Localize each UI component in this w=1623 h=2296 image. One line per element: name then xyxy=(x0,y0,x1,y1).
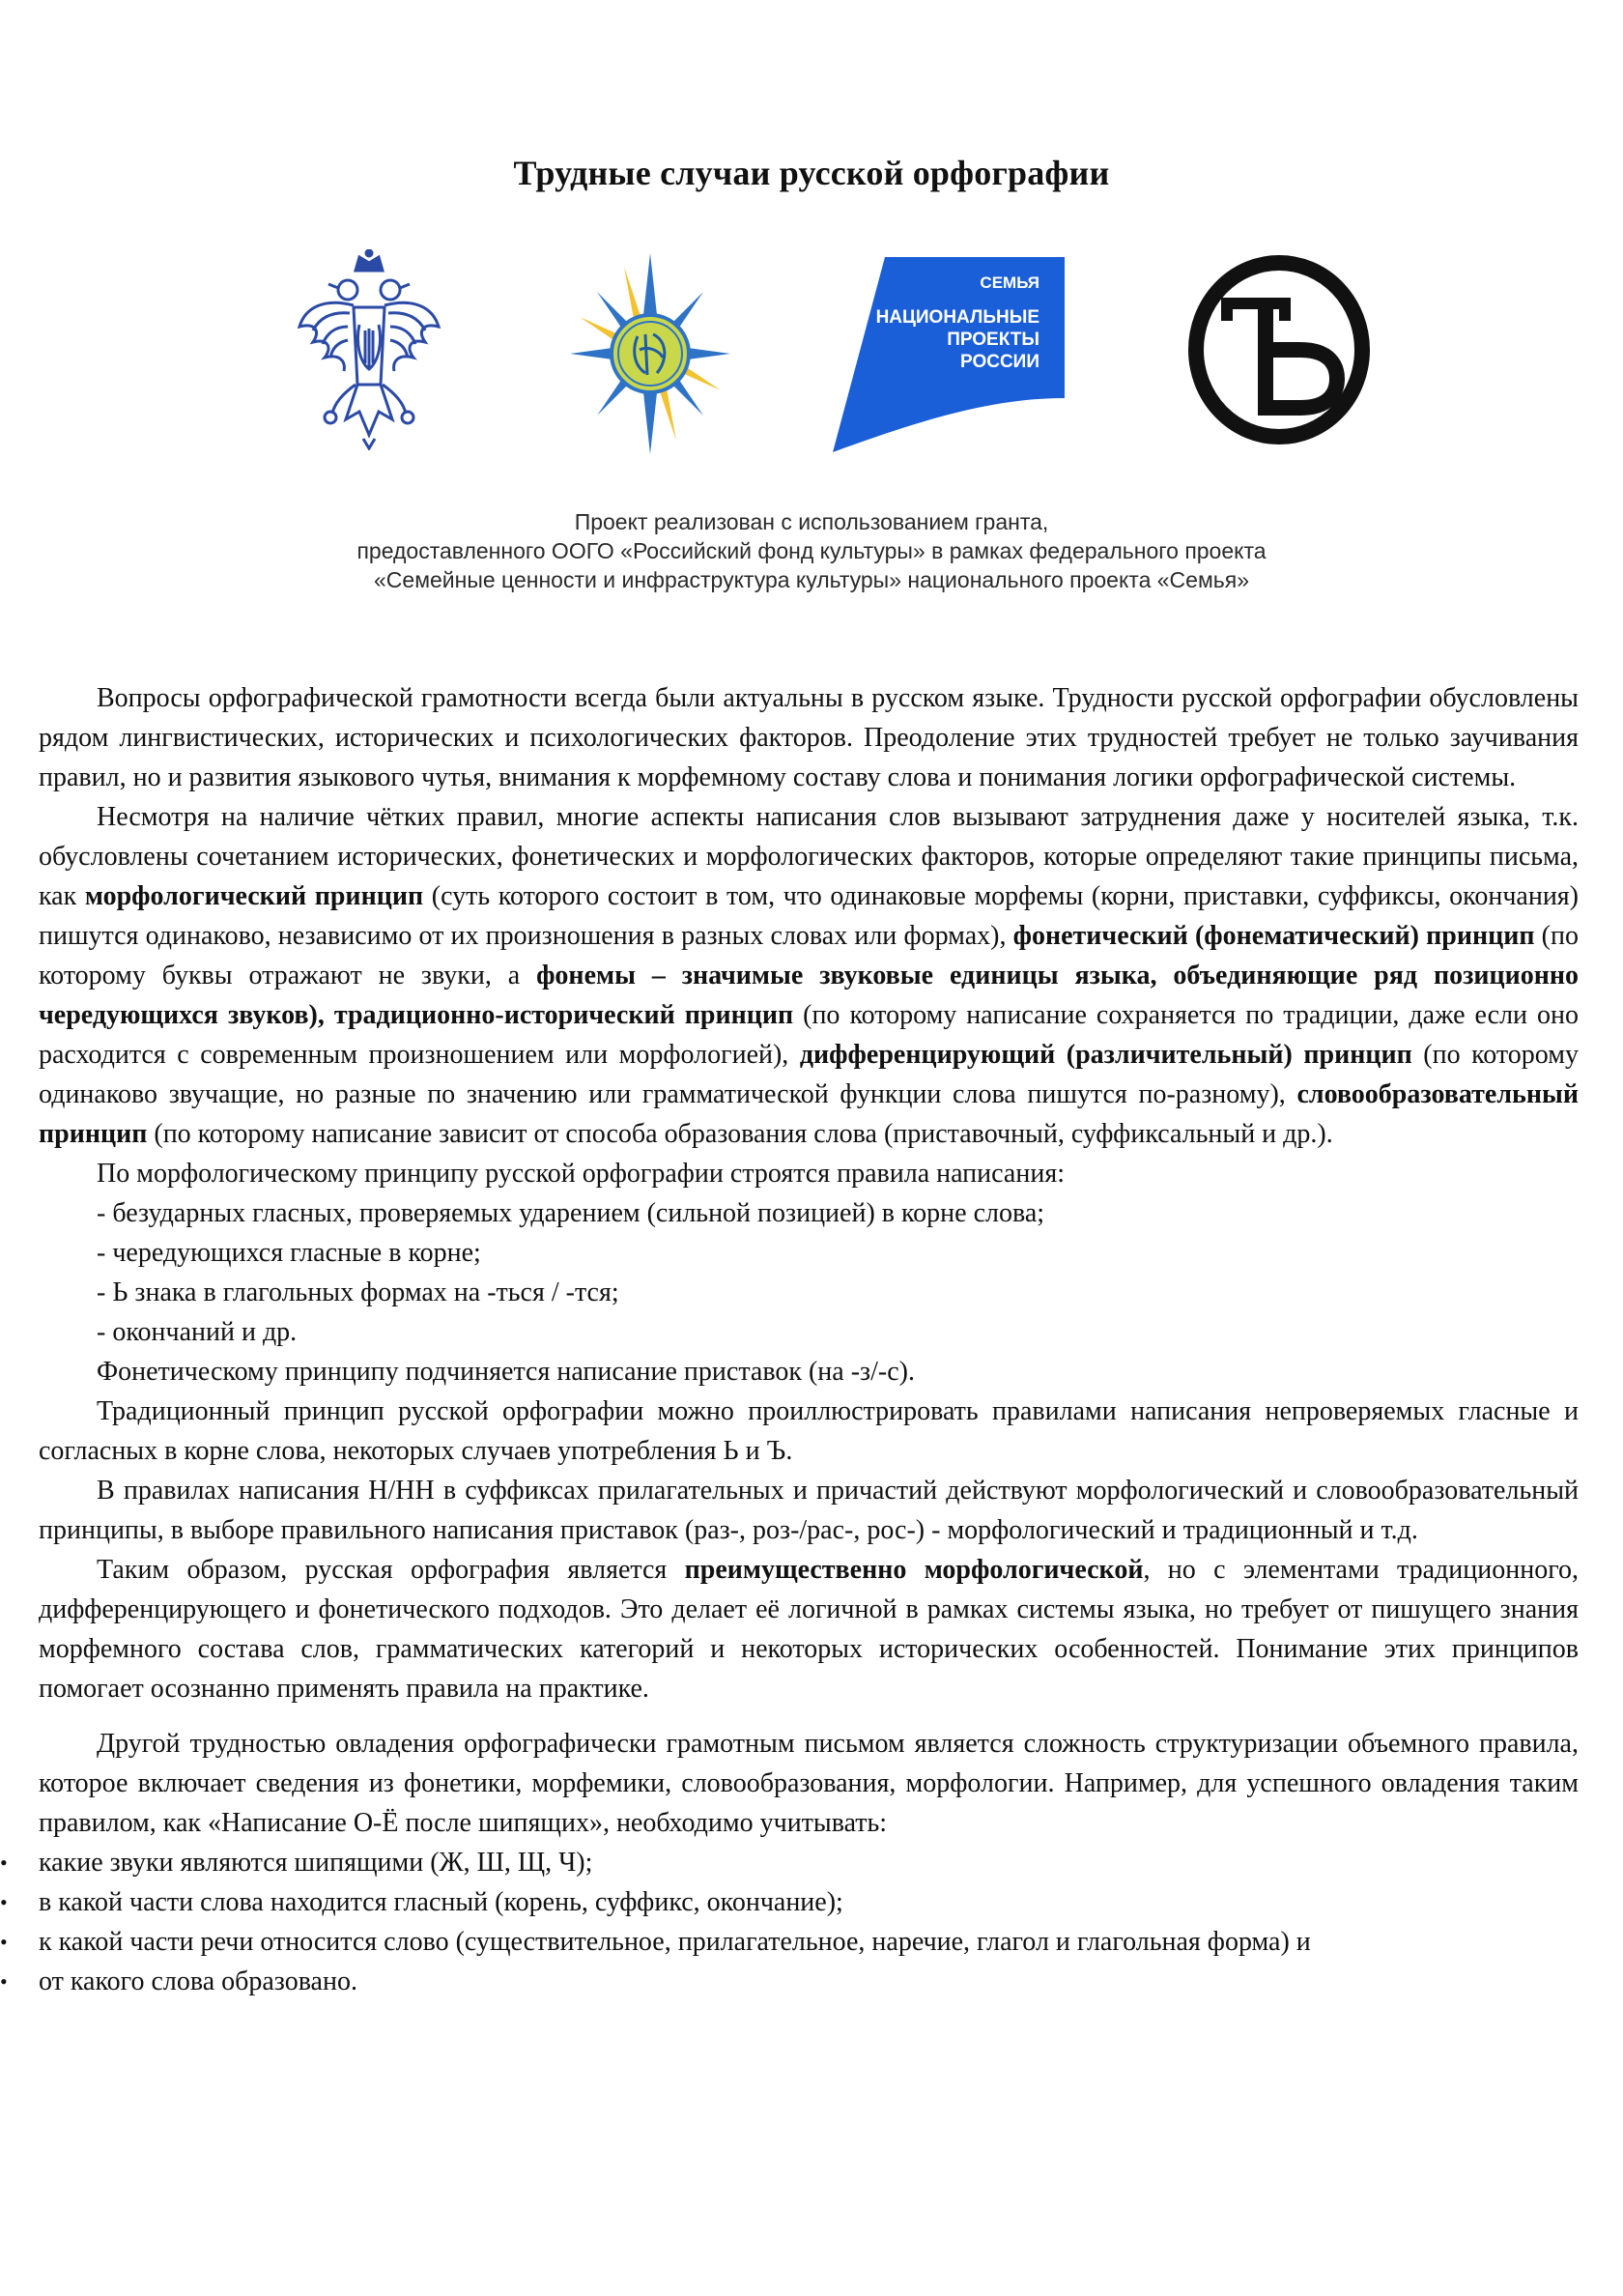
p2-text-4: (по которому написание сохраняется по традиции, даже если оно расходится с современным произношением или морфологией), xyxy=(39,1000,1580,1070)
bullet-item-4: • от какого слова образовано. xyxy=(39,1962,1579,2001)
eagle-emblem-logo xyxy=(296,249,442,450)
paragraph-4: Фонетическому принципу подчиняется написание приставок (на -з/-с). xyxy=(97,1357,915,1387)
p2-bold-morphological: морфологический принцип xyxy=(84,881,424,911)
p2-bold-phonemes: фонемы – значимые звуковые единицы языка, объединяющие ряд позиционно чередующихся звуков), традиционно-исторический принцип xyxy=(39,961,1579,1030)
p2-text-3: (по которому буквы отражают не звуки, а xyxy=(39,921,1579,990)
grant-line-1: Проект реализован с использованием гранта, xyxy=(574,509,1049,534)
p7-text-2: , но с элементами традиционного, дифференцирующего и фонетического подходов. Это делает её логичной в рамках системы языка, но требует от пишущего знания морфемного состава слов, грамматических категорий и некоторых исторических особенностей. Понимание этих принципов помогает осознанно применять правила на практике. xyxy=(39,1555,1580,1704)
paragraph-6: В правилах написания Н/НН в суффиксах прилагательных и причастий действуют морфологический и словообразовательный принципы, в выборе правильного написания приставок (раз-, роз-/рас-, рос-) - морфологический и традиционный и т.д. xyxy=(39,1476,1579,1545)
dash-item-4: - окончаний и др. xyxy=(97,1317,298,1347)
p2-text-1: Несмотря на наличие чётких правил, многие аспекты написания слов вызывают затруднения даже у носителей языка, т.к. обусловлены сочетанием исторических, фонетических и морфологических факторов, которые определяют такие принципы письма, как xyxy=(39,802,1579,911)
paragraph-3: По морфологическому принципу русской орфографии строятся правила написания: xyxy=(97,1159,1065,1189)
paragraph-2 xyxy=(39,797,1579,1154)
paragraph-5: Традиционный принцип русской орфографии можно проиллюстрировать правилами написания непроверяемых гласные и согласных в корне слова, некоторых случаев употребления Ь и Ъ. xyxy=(39,1396,1579,1466)
grant-notice xyxy=(0,507,1623,594)
star-monogram-logo xyxy=(570,253,730,454)
p2-text-6: (по которому написание зависит от способа образования слова (приставочный, суффиксальный и др.). xyxy=(147,1119,1333,1149)
p2-text-5: (по которому одинаково звучащие, но разные по значению или грамматической функции слова пишутся по-разному), xyxy=(39,1040,1579,1109)
nat-projects-line1: СЕМЬЯ xyxy=(980,273,1039,292)
national-projects-logo xyxy=(831,253,1065,452)
nat-projects-line3: ПРОЕКТЫ xyxy=(947,330,1039,350)
bullet-item-3: • к какой части речи относится слово (существительное, прилагательное, наречие, глагол и глагольная форма) и xyxy=(39,1922,1579,1962)
document-title: Трудные случаи русской орфографии xyxy=(513,154,1110,192)
nat-projects-line2: НАЦИОНАЛЬНЫЕ xyxy=(875,307,1039,328)
bullet-item-1: • какие звуки являются шипящими (Ж, Ш, Щ, Ч); xyxy=(39,1843,1579,1882)
document-body xyxy=(39,678,1579,2001)
dash-item-2: - чередующихся гласные в корне; xyxy=(97,1238,481,1268)
bullet-list xyxy=(39,1843,1579,2001)
paragraph-7 xyxy=(39,1550,1579,1708)
paragraph-8: Другой трудностью овладения орфографически грамотным письмом является сложность структуризации объемного правила, которое включает сведения из фонетики, морфемики, словообразования, морфологии. Например, для успешного овладения таким правилом, как «Написание О-Ё после шипящих», необходимо учитывать: xyxy=(39,1729,1579,1838)
hard-sign-logo xyxy=(1184,253,1374,446)
grant-line-3: «Семейные ценности и инфраструктура культуры» национального проекта «Семья» xyxy=(374,567,1249,592)
dash-item-3: - Ь знака в глагольных формах на -ться / -тся; xyxy=(97,1277,619,1307)
eagle-emblem-icon xyxy=(296,249,442,450)
star-monogram-icon xyxy=(570,253,730,454)
p7-bold-predominantly: преимущественно морфологической xyxy=(684,1555,1144,1585)
p7-text-1: Таким образом, русская орфография является xyxy=(97,1555,685,1585)
p2-bold-word-formation: словообразовательный принцип xyxy=(39,1079,1579,1149)
grant-line-2: предоставленного ООГО «Российский фонд культуры» в рамках федерального проекта xyxy=(356,538,1267,563)
p2-bold-differentiating: дифференцирующий (различительный) принцип xyxy=(799,1040,1412,1070)
bullet-item-2: • в какой части слова находится гласный (корень, суффикс, окончание); xyxy=(39,1882,1579,1922)
hard-sign-circle-icon xyxy=(1184,253,1374,446)
dash-item-1: - безударных гласных, проверяемых ударением (сильной позицией) в корне слова; xyxy=(97,1198,1045,1228)
p2-bold-phonetic: фонетический (фонематический) принцип xyxy=(1012,921,1535,951)
p2-text-2: (суть которого состоит в том, что одинаковые морфемы (корни, приставки, суффиксы, окончания) пишутся одинаково, независимо от их произношения в разных словах или формах), xyxy=(39,881,1580,951)
paragraph-1: Вопросы орфографической грамотности всегда были актуальны в русском языке. Трудности русской орфографии обусловлены рядом лингвистических, исторических и психологических факторов. Преодоление этих трудностей требует не только заучивания правил, но и развития языкового чутья, внимания к морфемному составу слова и понимания логики орфографической системы. xyxy=(39,683,1579,792)
nat-projects-line4: РОССИИ xyxy=(960,352,1039,372)
national-projects-icon xyxy=(831,253,1065,452)
